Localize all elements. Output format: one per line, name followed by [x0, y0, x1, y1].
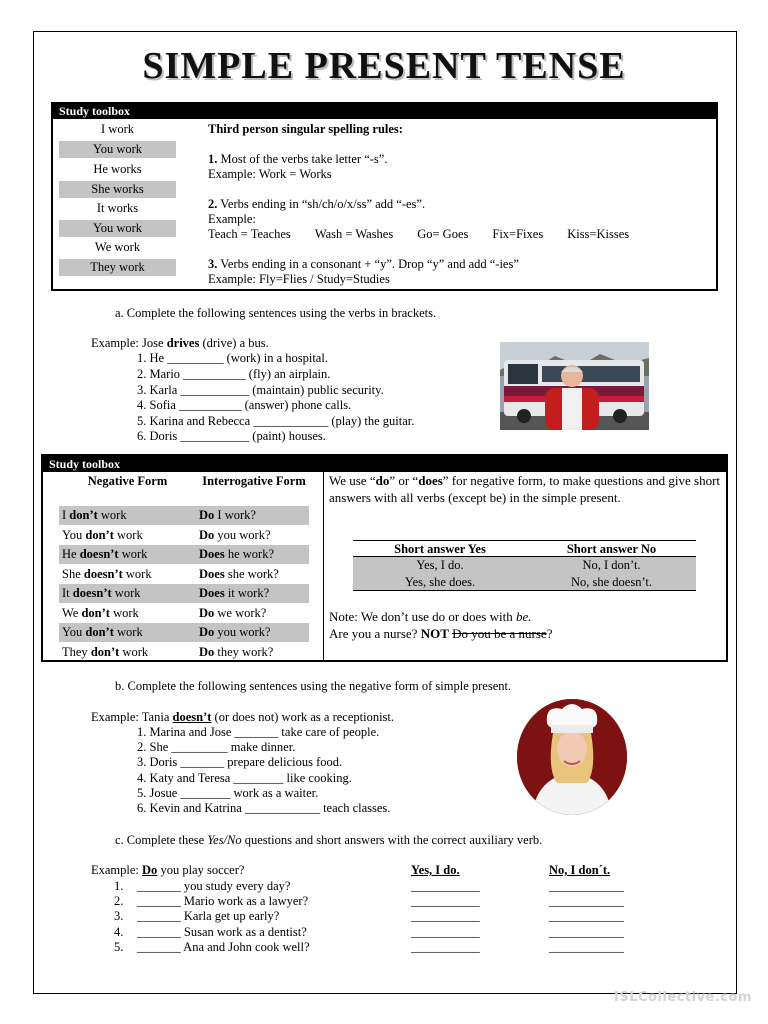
chef-photo — [517, 699, 627, 815]
yes-answer-blank: ___________ — [411, 940, 480, 954]
no-answer-blank: ____________ — [549, 909, 624, 923]
page-title: SIMPLE PRESENT TENSE — [142, 45, 626, 87]
pronoun-row: We work — [94, 240, 141, 254]
table-row — [353, 574, 696, 591]
bus-driver-illustration — [500, 342, 649, 430]
rule-example: Kiss=Kisses — [567, 227, 630, 241]
item-number: 1. — [114, 879, 124, 893]
table-row: It doesn’t work Does it work? — [59, 584, 309, 603]
exercise-c-item: _______ you study every day? — [137, 879, 291, 893]
exercise-a-item: 5. Karina and Rebecca ____________ (play) the guitar. — [137, 414, 415, 428]
item-number: 3. — [114, 909, 124, 923]
study-toolbox-spelling — [51, 102, 718, 291]
yes-answer-blank: ___________ — [411, 879, 480, 893]
rule-example: Wash = Washes — [314, 227, 394, 241]
chef-illustration — [517, 699, 627, 815]
rule-number: 1. — [208, 152, 218, 166]
example-answer: drives — [166, 336, 200, 350]
pronoun-row: You work — [59, 141, 176, 158]
rule-example-label: Example: — [208, 212, 256, 226]
exercise-c-item: _______ Susan work as a dentist? — [137, 925, 307, 939]
exercise-b-item: 6. Kevin and Katrina ____________ teach classes. — [137, 801, 391, 815]
rule-text: Verbs ending in a consonant + “y”. Drop “y” and add “-ies” — [217, 257, 519, 271]
exercise-a-item: 4. Sofia __________ (answer) phone calls. — [137, 398, 352, 412]
no-answer-blank: ____________ — [549, 894, 624, 908]
short-answer-yes: Yes, I do. — [416, 558, 464, 572]
toolbox-header: Study toolbox — [43, 456, 726, 472]
pronoun-row: You work — [59, 220, 176, 237]
yes-answer-blank: ___________ — [411, 909, 480, 923]
watermark: ISLCollective.com — [614, 990, 752, 1005]
exercise-b-item: 3. Doris _______ prepare delicious food. — [137, 755, 343, 769]
interrogative-form-header: Interrogative Form — [202, 474, 306, 488]
pronoun-row: It works — [96, 201, 139, 215]
short-answer-yes-header: Short answer Yes — [394, 542, 486, 556]
exercise-c-example: Example: Do you play soccer? — [91, 863, 245, 877]
no-answer-blank: ____________ — [549, 925, 624, 939]
pronoun-row: I work — [101, 122, 134, 136]
study-toolbox-negative — [41, 454, 728, 662]
rule-example: Go= Goes — [417, 227, 469, 241]
item-number: 4. — [114, 925, 124, 939]
table-row: You don’t work Do you work? — [59, 623, 309, 642]
table-row: I don’t work Do I work? — [59, 506, 309, 525]
pronoun-row: He works — [93, 162, 142, 176]
table-row: You don’t work Do you work? — [62, 528, 271, 542]
yes-answer-blank: ___________ — [411, 925, 480, 939]
table-row — [353, 557, 696, 574]
exercise-a-item: 6. Doris ___________ (paint) houses. — [137, 429, 326, 443]
do-does-explanation: We use “do” or “does” for negative form, to make questions and give short answers with all verbs (except be) in the simple present. — [329, 473, 721, 505]
exercise-c-item: _______ Mario work as a lawyer? — [137, 894, 309, 908]
exercise-c-item: _______ Ana and John cook well? — [137, 940, 310, 954]
be-note: Note: We don’t use do or does with be. Are you a nurse? NOT Do you be a nurse? — [329, 609, 553, 641]
short-answer-yes: Yes, she does. — [404, 575, 476, 589]
table-row: We don’t work Do we work? — [62, 606, 267, 620]
exercise-a-item: 2. Mario __________ (fly) an airplain. — [137, 367, 331, 381]
short-answer-header — [353, 540, 696, 557]
exercise-a-item: 3. Karla ___________ (maintain) public security. — [137, 383, 384, 397]
short-answer-no: No, I don’t. — [582, 558, 641, 572]
exercise-c-instruction: c. Complete these Yes/No questions and short answers with the correct auxiliary verb. — [115, 833, 543, 847]
short-answer-no-header: Short answer No — [566, 542, 657, 556]
exercise-a-item: 1. He _________ (work) in a hospital. — [137, 351, 328, 365]
example-text: (drive) a bus. — [199, 336, 269, 350]
exercise-b-item: 4. Katy and Teresa ________ like cooking. — [137, 771, 352, 785]
pronoun-row: She works — [59, 181, 176, 198]
no-answer-blank: ____________ — [549, 879, 624, 893]
exercise-c-item: _______ Karla get up early? — [137, 909, 280, 923]
exercise-b-item: 1. Marina and Jose _______ take care of people. — [137, 725, 380, 739]
item-number: 5. — [114, 940, 124, 954]
rule-example: Teach = Teaches — [208, 227, 291, 241]
exercise-b-instruction: b. Complete the following sentences using the negative form of simple present. — [115, 679, 512, 693]
exercise-a-instruction: a. Complete the following sentences using the verbs in brackets. — [115, 306, 437, 320]
exercise-b-item: 5. Josue ________ work as a waiter. — [137, 786, 319, 800]
rule-example: Example: Fly=Flies / Study=Studies — [208, 272, 390, 286]
rules-title: Third person singular spelling rules: — [208, 122, 403, 136]
table-row: They don’t work Do they work? — [62, 645, 274, 659]
short-answer-table — [353, 540, 696, 591]
pronoun-row: They work — [59, 259, 176, 276]
rule-example: Fix=Fixes — [492, 227, 544, 241]
rule-number: 3. — [208, 257, 218, 271]
no-answer-header: No, I don´t. — [549, 863, 611, 877]
exercise-b-item: 2. She _________ make dinner. — [137, 740, 296, 754]
negative-interrogative-table — [49, 472, 324, 660]
no-answer-blank: ____________ — [549, 940, 624, 954]
rule-text: Verbs ending in “sh/ch/o/x/ss” add “-es”. — [217, 197, 426, 211]
bus-driver-photo — [500, 342, 649, 430]
table-row: She doesn’t work Does she work? — [62, 567, 279, 581]
toolbox-header: Study toolbox — [53, 104, 716, 119]
rule-examples — [208, 227, 713, 242]
yes-answer-blank: ___________ — [411, 894, 480, 908]
negative-form-header: Negative Form — [87, 474, 168, 488]
rule-example: Example: Work = Works — [208, 167, 332, 181]
short-answer-no: No, she doesn’t. — [570, 575, 652, 589]
spelling-rules — [208, 122, 713, 287]
item-number: 2. — [114, 894, 124, 908]
exercise-b-example: Example: Tania doesn’t (or does not) work as a receptionist. — [91, 710, 395, 724]
rule-number: 2. — [208, 197, 218, 211]
exercise-a-example — [91, 336, 269, 351]
example-text: Example: Jose — [91, 336, 167, 350]
rule-text: Most of the verbs take letter “-s”. — [217, 152, 388, 166]
table-row: He doesn’t work Does he work? — [59, 545, 309, 564]
yes-answer-header: Yes, I do. — [411, 863, 460, 877]
